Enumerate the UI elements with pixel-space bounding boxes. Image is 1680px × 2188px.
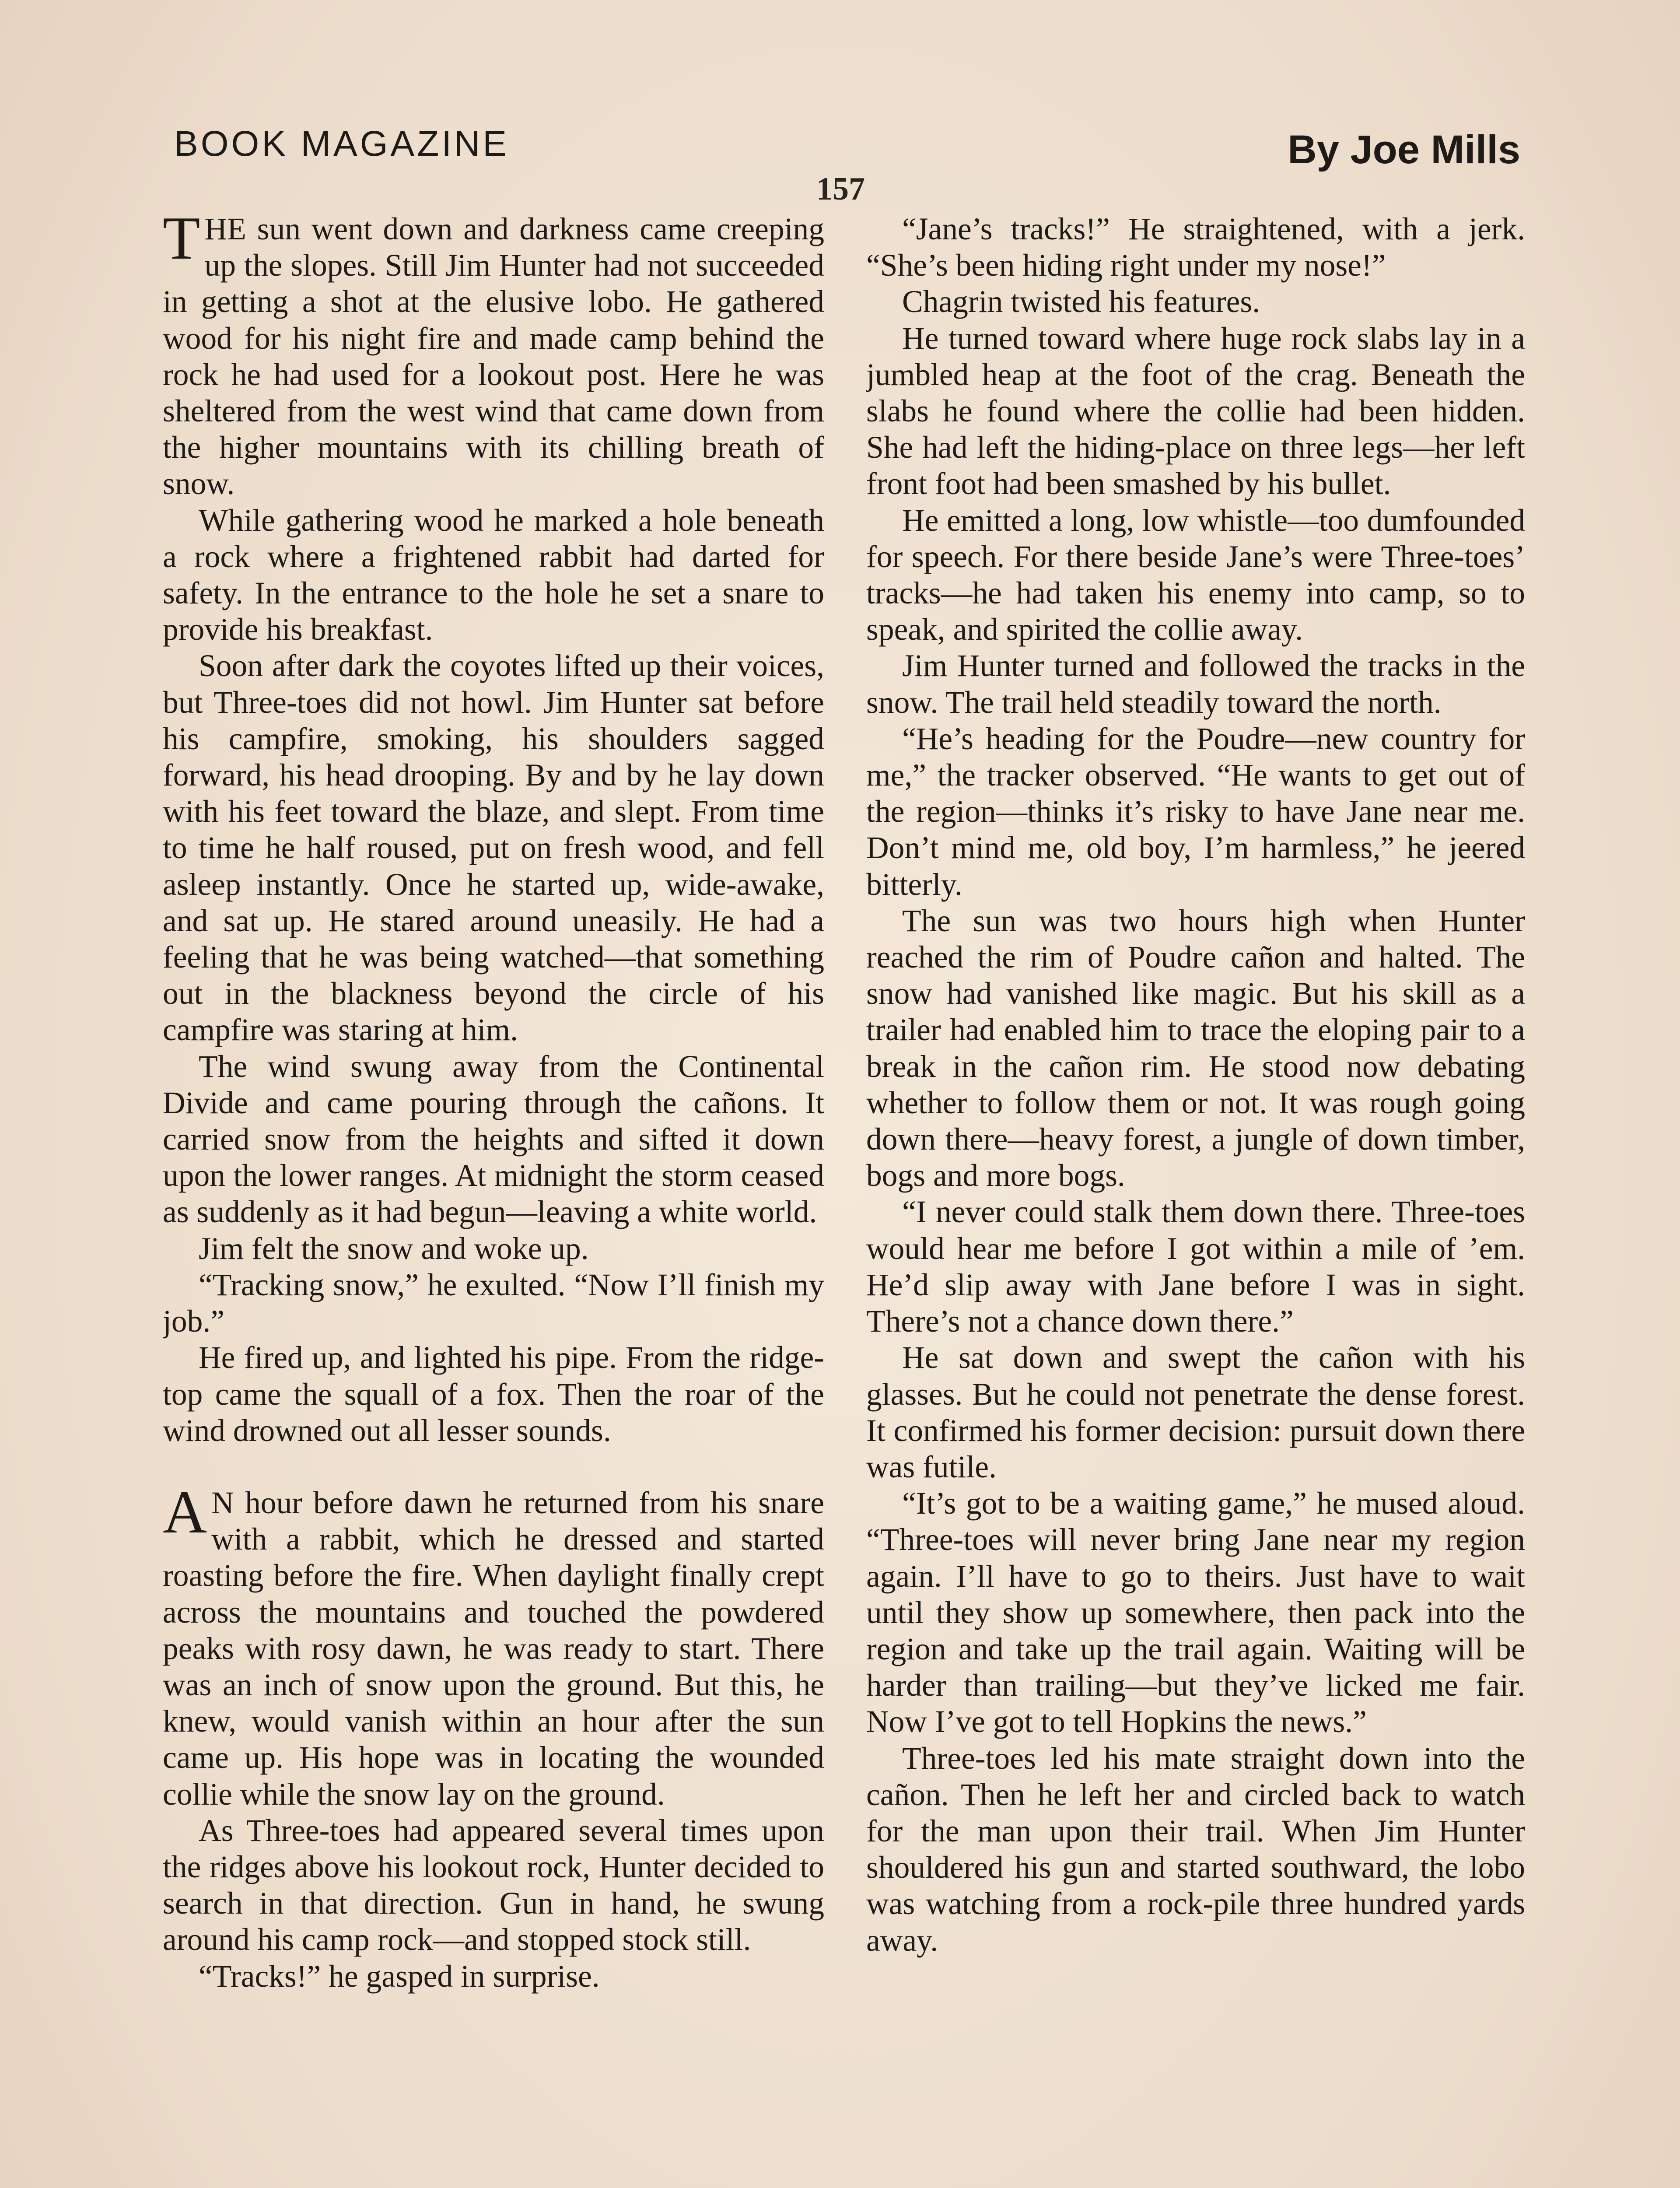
paragraph	[866, 1740, 1525, 1959]
paragraph	[866, 648, 1525, 720]
drop-cap: A	[163, 1478, 207, 1546]
paragraph-text: Soon after dark the coyotes lifted up their voices, but Three-toes did not howl. Jim Hunter sat before his campfire, smoking, his shoulders sagged forward, his head drooping. By and by he lay down with his feet toward the blaze, and slept. From time to time he half roused, put on fresh wood, and fell asleep instantly. Once he started up, wide-awake, and sat up. He stared around uneasily. He had a feeling that he was being watched—that something out in the blackness beyond the circle of his campfire was staring at him.	[163, 649, 824, 1048]
right-text-column	[866, 211, 1525, 2188]
paragraph	[163, 648, 824, 1048]
paragraph-text: Three-toes led his mate straight down into the cañon. Then he left her and circled back to watch for the man upon their trail. When Jim Hunter shouldered his gun and started southward, the lobo was watching from a rock-pile three hundred yards away.	[866, 1741, 1525, 1958]
paragraph-text: He emitted a long, low whistle—too dumfounded for speech. For there beside Jane’s were Three-toes’ tracks—he had taken his enemy into camp, so to speak, and spirited the collie away.	[866, 503, 1525, 647]
left-text-column	[163, 211, 824, 2188]
paragraph-text: “Jane’s tracks!” He straightened, with a jerk. “She’s been hiding right under my nose!”	[866, 212, 1525, 283]
paragraph	[866, 1485, 1525, 1740]
paragraph-text: “I never could stalk them down there. Three-toes would hear me before I got within a mile of ’em. He’d slip away with Jane before I was in sight. There’s not a chance down there.”	[866, 1195, 1525, 1339]
paragraph-text: “Tracks!” he gasped in surprise.	[199, 1959, 600, 1994]
paragraph	[866, 320, 1525, 502]
paragraph-text: Jim felt the snow and woke up.	[199, 1231, 589, 1266]
page-number: 157	[816, 171, 865, 207]
drop-cap: T	[163, 211, 200, 272]
paragraph-text: The wind swung away from the Continental Divide and came pouring through the cañons. It carried snow from the heights and sifted it down upon the lower ranges. At midnight the storm ceased as suddenly as it had begun—leaving a white world.	[163, 1049, 824, 1230]
paragraph	[866, 1194, 1525, 1339]
paragraph-text: He turned toward where huge rock slabs lay in a jumbled heap at the foot of the crag. Beneath the slabs he found where the collie had been hidden. She had left the hiding-place on three legs—her left front foot had been smashed by his bullet.	[866, 321, 1525, 501]
paragraph-text: Chagrin twisted his features.	[902, 284, 1260, 319]
paragraph	[163, 1267, 824, 1339]
paragraph	[163, 1339, 824, 1449]
paragraph-text: Jim Hunter turned and followed the tracks in the snow. The trail held steadily toward the north.	[866, 649, 1525, 720]
paragraph	[163, 1231, 824, 1267]
paragraph-text: N hour before dawn he returned from his snare with a rabbit, which he dressed and started roasting before the fire. When daylight finally crept across the mountains and touched the powdered peaks with rosy dawn, he was ready to start. There was an inch of snow upon the ground. But this, he knew, would vanish within an hour after the sun came up. His hope was in locating the wounded collie while the snow lay on the ground.	[163, 1485, 824, 1812]
paragraph	[163, 502, 824, 648]
paragraph	[866, 211, 1525, 284]
paragraph-text: He sat down and swept the cañon with his glasses. But he could not penetrate the dense forest. It confirmed his former decision: pursuit down there was futile.	[866, 1340, 1525, 1484]
paragraph-text: The sun was two hours high when Hunter reached the rim of Poudre cañon and halted. The snow had vanished like magic. But his skill as a trailer had enabled him to trace the eloping pair to a break in the cañon rim. He stood now debating whether to follow them or not. It was rough going down there—heavy forest, a jungle of down timber, bogs and more bogs.	[866, 903, 1525, 1193]
paragraph	[163, 1048, 824, 1231]
paragraph-text: He fired up, and lighted his pipe. From the ridge-top came the squall of a fox. Then the roar of the wind drowned out all lesser sounds.	[163, 1340, 824, 1448]
paragraph-text: “It’s got to be a waiting game,” he mused aloud. “Three-toes will never bring Jane near my region again. I’ll have to go to theirs. Just have to wait until they show up somewhere, then pack into the region and take up the trail again. Waiting will be harder than trailing—but they’ve licked me fair. Now I’ve got to tell Hopkins the news.”	[866, 1486, 1525, 1739]
paragraph-text: “He’s heading for the Poudre—new country for me,” the tracker observed. “He wants to get out of the region—thinks it’s risky to have Jane near me. Don’t mind me, old boy, I’m harmless,” he jeered bitterly.	[866, 721, 1525, 902]
paragraph	[163, 1813, 824, 1958]
paragraph	[866, 903, 1525, 1194]
author-byline: By Joe Mills	[1288, 127, 1520, 172]
paragraph-text: “Tracking snow,” he exulted. “Now I’ll finish my job.”	[163, 1267, 824, 1339]
paragraph	[163, 1478, 824, 1813]
paragraph	[866, 284, 1525, 320]
paragraph-text: While gathering wood he marked a hole beneath a rock where a frightened rabbit had darted for safety. In the entrance to the hole he set a snare to provide his breakfast.	[163, 503, 824, 647]
paragraph	[163, 1958, 824, 1995]
paragraph-text: As Three-toes had appeared several times upon the ridges above his lookout rock, Hunter decided to search in that direction. Gun in hand, he swung around his camp rock—and stopped stock still.	[163, 1813, 824, 1957]
paragraph-text: HE sun went down and darkness came creeping up the slopes. Still Jim Hunter had not succeeded in getting a shot at the elusive lobo. He gathered wood for his night fire and made camp behind the rock he had used for a lookout post. Here he was sheltered from the west wind that came down from the higher mountains with its chilling breath of snow.	[163, 212, 824, 501]
paragraph	[866, 1339, 1525, 1485]
paragraph	[866, 721, 1525, 903]
paragraph	[866, 502, 1525, 648]
magazine-title: BOOK MAGAZINE	[174, 124, 509, 164]
paragraph	[163, 211, 824, 502]
